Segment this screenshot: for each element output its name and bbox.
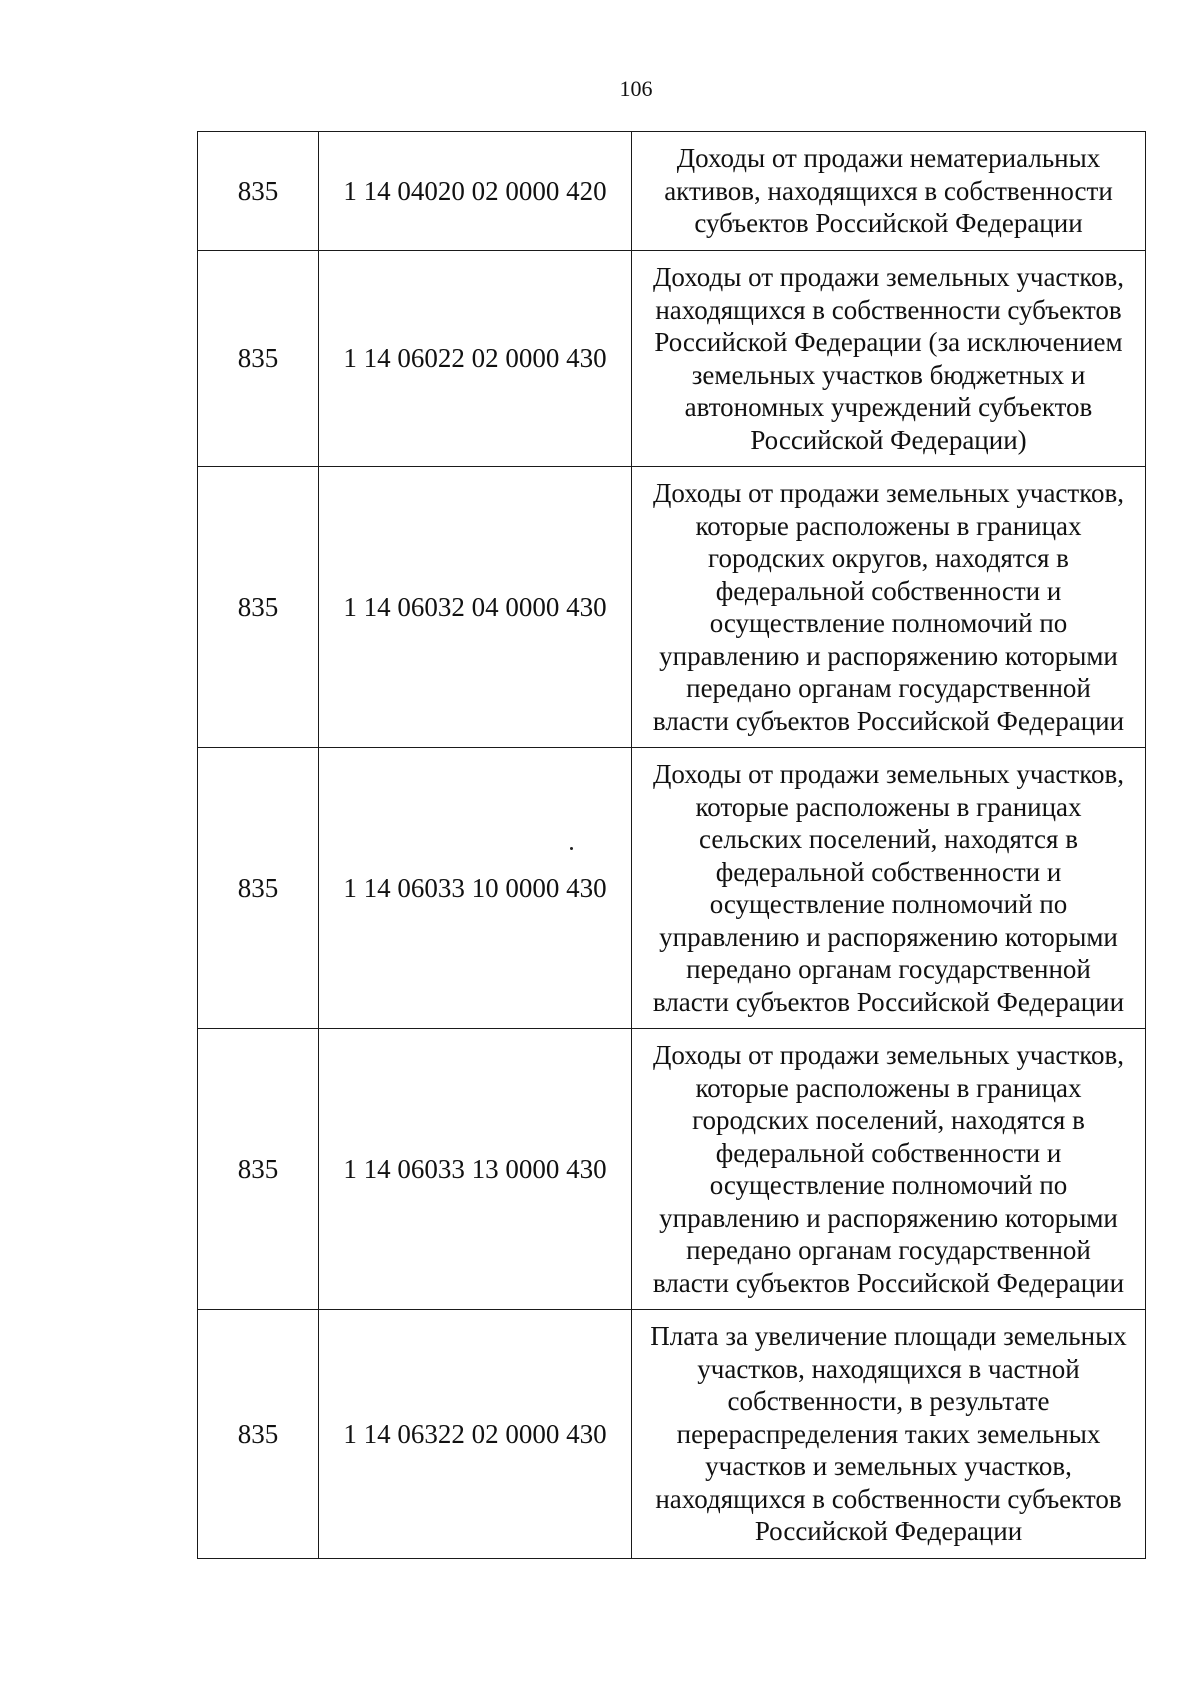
budget-code-cell: 1 14 06032 04 0000 430 [319, 467, 632, 748]
admin-code-cell: 835 [198, 251, 319, 467]
table-row [198, 748, 1146, 1029]
budget-code-cell: 1 14 06033 10 0000 430 [319, 748, 632, 1029]
admin-code-cell: 835 [198, 132, 319, 251]
revenue-name-cell: Доходы от продажи земельных участков, которые расположены в границах городских поселений, находятся в федеральной собственности и осуществление полномочий по управлению и распоряжению которыми передано органам государственной власти субъектов Российской Федерации [632, 1029, 1146, 1310]
budget-code-cell: 1 14 06322 02 0000 430 [319, 1310, 632, 1559]
revenue-name-cell: Доходы от продажи нематериальных активов, находящихся в собственности субъектов Российской Федерации [632, 132, 1146, 251]
revenue-name-cell: Доходы от продажи земельных участков, которые расположены в границах городских округов, находятся в федеральной собственности и осуществление полномочий по управлению и распоряжению которыми передано органам государственной власти субъектов Российской Федерации [632, 467, 1146, 748]
scan-speck [570, 847, 573, 850]
budget-code-cell: 1 14 04020 02 0000 420 [319, 132, 632, 251]
table-row [198, 251, 1146, 467]
budget-code-cell: 1 14 06033 13 0000 430 [319, 1029, 632, 1310]
table-row [198, 1310, 1146, 1559]
revenue-name-cell: Доходы от продажи земельных участков, находящихся в собственности субъектов Российской Федерации (за исключением земельных участков бюджетных и автономных учреждений субъектов Российской Федерации) [632, 251, 1146, 467]
admin-code-cell: 835 [198, 467, 319, 748]
table-row [198, 467, 1146, 748]
admin-code-cell: 835 [198, 1029, 319, 1310]
admin-code-cell: 835 [198, 1310, 319, 1559]
page-number: 106 [619, 76, 653, 101]
budget-code-cell: 1 14 06022 02 0000 430 [319, 251, 632, 467]
admin-code-cell: 835 [198, 748, 319, 1029]
revenue-name-cell: Плата за увеличение площади земельных участков, находящихся в частной собственности, в результате перераспределения таких земельных участков и земельных участков, находящихся в собственности субъектов Российской Федерации [632, 1310, 1146, 1559]
revenue-name-cell: Доходы от продажи земельных участков, которые расположены в границах сельских поселений, находятся в федеральной собственности и осуществление полномочий по управлению и распоряжению которыми передано органам государственной власти субъектов Российской Федерации [632, 748, 1146, 1029]
table-row [198, 132, 1146, 251]
table-row [198, 1029, 1146, 1310]
revenue-codes-table [197, 131, 1146, 1559]
